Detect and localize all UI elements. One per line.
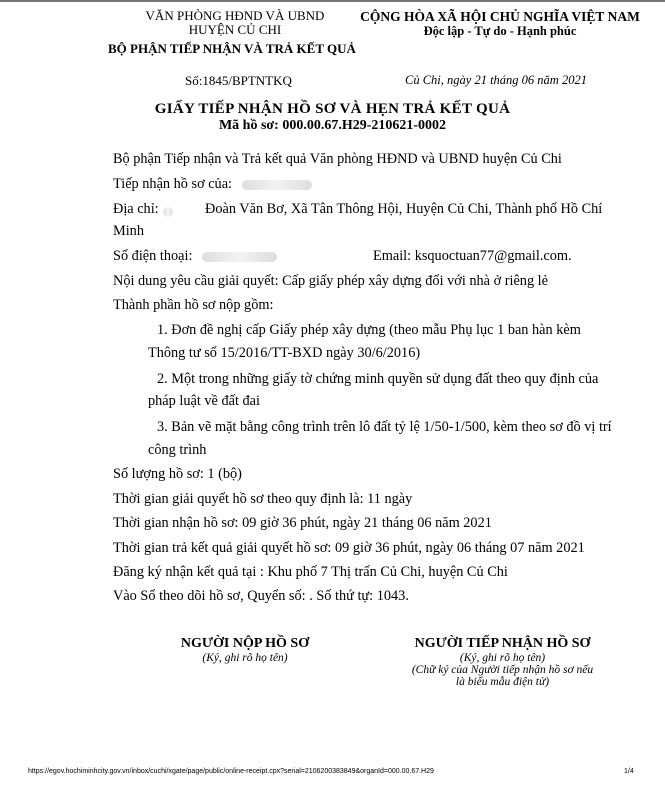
header-right-motto: Độc lập - Tự do - Hạnh phúc	[423, 24, 577, 38]
footer-url[interactable]: https://egov.hochiminhcity.gov.vn/inbox/cuchi/xgate/page/public/online-receipt.cpx?serial=2106200383849&organId=000.00.67.H29	[28, 768, 434, 775]
office-line: Bộ phận Tiếp nhận và Trả kết quả Văn phòng HĐND và UBND huyện Củ Chi	[113, 151, 562, 167]
place-date: Củ Chi, ngày 21 tháng 06 năm 2021	[405, 73, 587, 87]
processing-time-line: Thời gian giải quyết hồ sơ theo quy định là: 11 ngày	[113, 491, 413, 507]
received-time-line: Thời gian nhận hồ sơ: 09 giờ 36 phút, ngày 21 tháng 06 năm 2021	[113, 515, 492, 531]
receiver-label: Tiếp nhận hồ sơ của:	[113, 176, 233, 192]
phone-line	[113, 248, 277, 265]
return-time-line: Thời gian trả kết quả giải quyết hồ sơ: 09 giờ 36 phút, ngày 06 tháng 07 năm 2021	[113, 540, 585, 556]
header-left	[130, 9, 340, 37]
signature-left-note: (Ký, ghi rõ họ tên)	[202, 652, 288, 664]
header-left-line2: HUYỆN CỦ CHI	[188, 22, 282, 37]
redacted-address	[163, 207, 173, 217]
request-line: Nội dung yêu cầu giải quyết: Cấp giấy phép xây dựng đối với nhà ở riêng lẻ	[113, 273, 549, 289]
header-right-nation: CỘNG HÒA XÃ HỘI CHỦ NGHĨA VIỆT NAM	[360, 9, 640, 24]
address-value: Đoàn Văn Bơ, Xã Tân Thông Hội, Huyện Củ Chi, Thành phố Hồ Chí	[205, 201, 603, 217]
signature-right-note-1: (Ký, ghi rõ họ tên)	[459, 652, 546, 664]
document-number: Số:1845/BPTNTKQ	[185, 73, 292, 88]
signature-right-title: NGƯỜI TIẾP NHẬN HỒ SƠ	[414, 636, 591, 651]
pickup-line: Đăng ký nhận kết quả tại : Khu phố 7 Thị trấn Củ Chi, huyện Củ Chi	[113, 564, 508, 580]
address-label: Địa chỉ:	[113, 201, 159, 217]
component-item-3-cont: công trình	[148, 442, 207, 458]
phone-label: Số điện thoại:	[113, 248, 193, 264]
receiver-line	[113, 176, 312, 193]
logbook-line: Vào Sổ theo dõi hồ sơ, Quyển số: . Số thứ tự: 1043.	[113, 588, 409, 604]
footer-page-number: 1/4	[624, 768, 634, 775]
component-item-2-cont: pháp luật về đất đai	[148, 393, 260, 409]
top-border	[0, 0, 665, 2]
signature-left	[140, 636, 350, 664]
components-label: Thành phần hồ sơ nộp gồm:	[113, 297, 274, 313]
document-code: Mã hồ sơ: 000.00.67.H29-210621-0002	[218, 118, 447, 133]
quantity-line: Số lượng hồ sơ: 1 (bộ)	[113, 466, 242, 482]
component-item-1: 1. Đơn đề nghị cấp Giấy phép xây dựng (theo mẫu Phụ lục 1 ban hàn kèm	[157, 322, 581, 338]
signature-right	[385, 636, 620, 688]
redacted-phone	[202, 252, 277, 262]
redacted-name	[242, 180, 312, 190]
header-left-line1: VĂN PHÒNG HĐND VÀ UBND	[145, 8, 325, 23]
component-item-1-cont: Thông tư số 15/2016/TT-BXD ngày 30/6/2016)	[148, 345, 421, 361]
component-item-3: 3. Bản vẽ mặt bằng công trình trên lô đất tỷ lệ 1/50-1/500, kèm theo sơ đồ vị trí	[157, 419, 612, 435]
signature-left-title: NGƯỜI NỘP HỒ SƠ	[180, 636, 310, 651]
document-title: GIẤY TIẾP NHẬN HỒ SƠ VÀ HẸN TRẢ KẾT QUẢ	[154, 101, 511, 117]
header-left-department: BỘ PHẬN TIẾP NHẬN VÀ TRẢ KẾT QUẢ	[108, 41, 356, 56]
signature-right-note-2: (Chữ ký của Người tiếp nhận hồ sơ nếu	[411, 664, 594, 676]
component-item-2: 2. Một trong những giấy tờ chứng minh quyền sử dụng đất theo quy định của	[157, 371, 599, 387]
address-value-cont: Minh	[113, 223, 144, 239]
signature-right-note-3: là biểu mẫu điện tử)	[455, 676, 550, 688]
email-line: Email: ksquoctuan77@gmail.com.	[373, 248, 572, 264]
